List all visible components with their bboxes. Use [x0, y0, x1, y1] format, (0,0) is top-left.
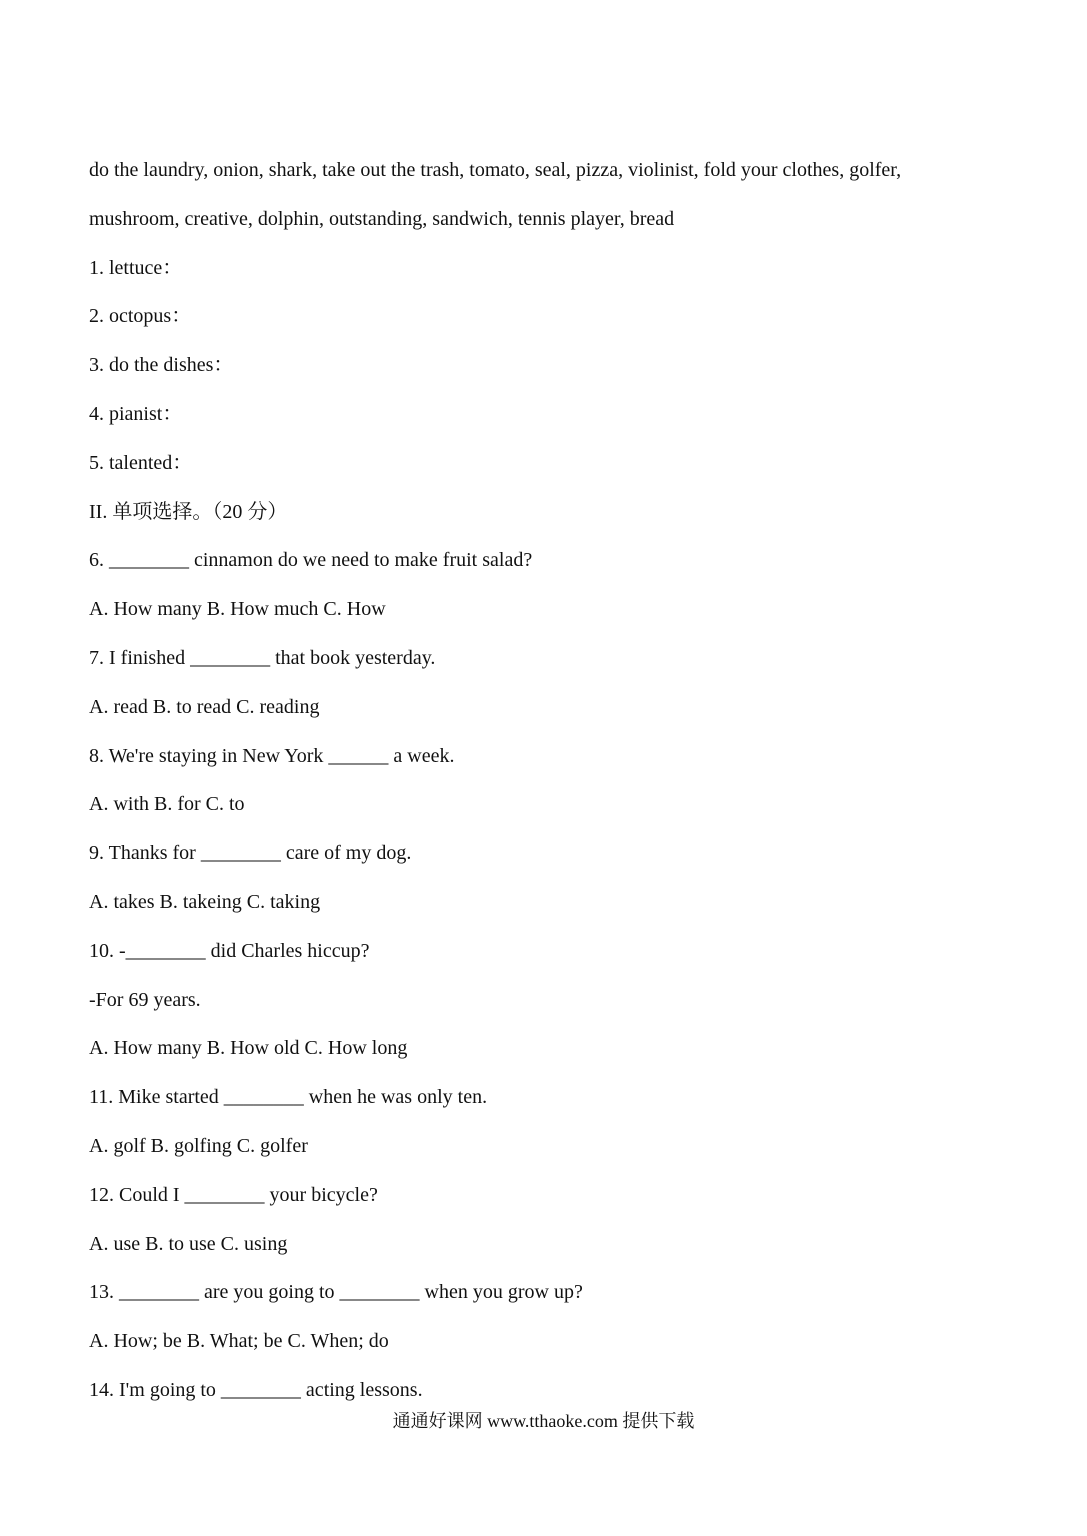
options-11: A. golf B. golfing C. golfer [89, 1134, 308, 1157]
question-13: 13. ________ are you going to ________ when you grow up? [89, 1281, 583, 1304]
page-footer: 通通好课网 www.tthaoke.com 提供下载 [392, 1411, 695, 1431]
exercise-content [89, 146, 1019, 1415]
options-12: A. use B. to use C. using [89, 1232, 288, 1255]
question-3: 3. do the dishes： [89, 354, 234, 377]
question-6: 6. ________ cinnamon do we need to make fruit salad? [89, 549, 533, 572]
options-10: A. How many B. How old C. How long [89, 1037, 408, 1060]
question-14: 14. I'm going to ________ acting lessons. [89, 1378, 423, 1401]
question-4: 4. pianist： [89, 402, 183, 425]
word-bank-line-1: do the laundry, onion, shark, take out the trash, tomato, seal, pizza, violinist, fold your clothes, golfer, [89, 159, 902, 181]
question-1: 1. lettuce： [89, 256, 183, 279]
options-7: A. read B. to read C. reading [89, 695, 320, 718]
question-8: 8. We're staying in New York ______ a week. [89, 744, 455, 767]
question-2: 2. octopus： [89, 305, 192, 328]
question-11: 11. Mike started ________ when he was only ten. [89, 1086, 488, 1109]
options-9: A. takes B. takeing C. taking [89, 890, 321, 913]
question-5: 5. talented： [89, 451, 193, 474]
question-10: 10. -________ did Charles hiccup? [89, 939, 370, 962]
options-6: A. How many B. How much C. How [89, 598, 386, 621]
word-bank-line-2: mushroom, creative, dolphin, outstanding, sandwich, tennis player, bread [89, 207, 675, 230]
question-12: 12. Could I ________ your bicycle? [89, 1183, 378, 1206]
answer-10: -For 69 years. [89, 988, 201, 1011]
question-9: 9. Thanks for ________ care of my dog. [89, 842, 412, 865]
options-8: A. with B. for C. to [89, 793, 245, 816]
question-7: 7. I finished ________ that book yesterday. [89, 646, 436, 669]
options-13: A. How; be B. What; be C. When; do [89, 1330, 389, 1353]
section-heading: II. 单项选择。（20 分） [89, 500, 288, 523]
